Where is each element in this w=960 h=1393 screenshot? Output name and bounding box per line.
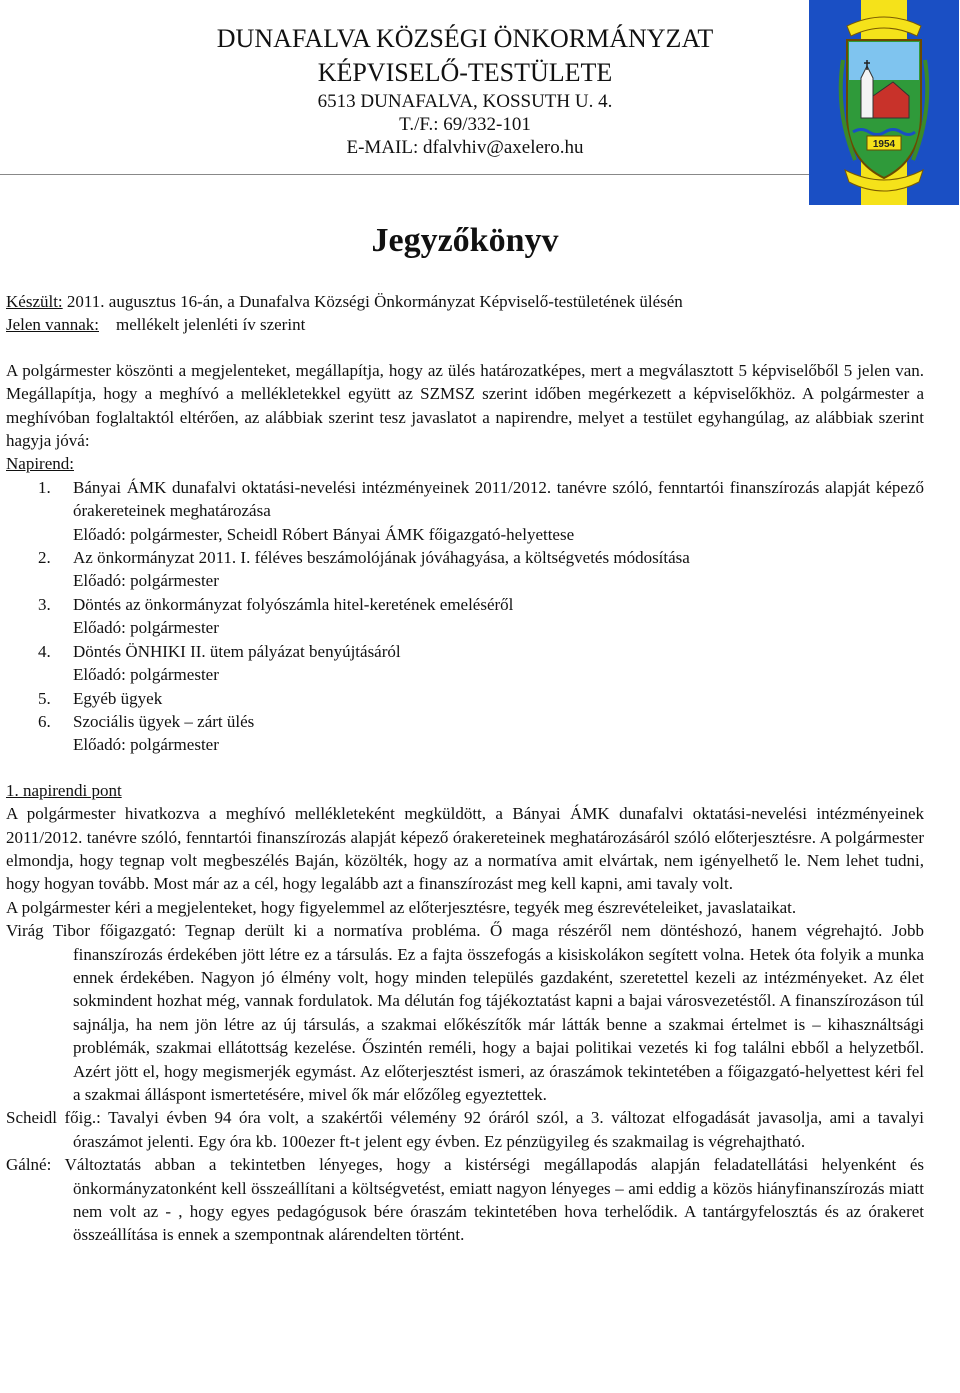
agenda-title: Az önkormányzat 2011. I. féléves beszámolójának jóváhagyása, a költségvetés módosítása <box>73 548 690 568</box>
agenda-item-text <box>6 687 924 710</box>
letterhead <box>0 0 960 210</box>
org-phone: T./F.: 69/332-101 <box>399 114 531 135</box>
letterhead-text <box>150 22 780 159</box>
agenda-title: Döntés ÖNHIKI II. ütem pályázat benyújtásáról <box>73 641 401 661</box>
section1-heading-line <box>6 779 924 802</box>
agenda-number: 4. <box>38 641 51 661</box>
section1-paragraph-2: A polgármester kéri a megjelenteket, hogy figyelemmel az előterjesztésre, tegyék meg észrevételeiket, javaslataikat. <box>6 897 797 917</box>
coat-of-arms-icon <box>809 0 959 205</box>
agenda-item <box>6 710 924 757</box>
agenda-item <box>6 687 924 710</box>
agenda-item <box>6 476 924 546</box>
agenda-list <box>6 476 924 757</box>
speech-virag <box>6 919 924 1106</box>
org-name: DUNAFALVA KÖZSÉGI ÖNKORMÁNYZAT <box>216 24 714 53</box>
speech-scheidl-text: Tavalyi évben 94 óra volt, a szakértői vélemény 92 óráról szól, a 3. változat elfogadását javasolja, ami a tavalyi óraszámot jelenti. Egy óra kb. 100ezer ft-t jelent egy évben. Ez pénzügyileg és szakmailag is végrehajtható. <box>73 1108 925 1151</box>
agenda-presenter: Előadó: polgármester, Scheidl Róbert Bányai ÁMK főigazgató-helyettese <box>73 524 575 544</box>
agenda-item <box>6 593 924 640</box>
agenda-presenter: Előadó: polgármester <box>73 735 219 755</box>
header-divider <box>0 174 810 175</box>
speaker-galne: Gálné: <box>6 1155 52 1175</box>
agenda-item-text <box>6 640 924 663</box>
org-address: 6513 DUNAFALVA, KOSSUTH U. 4. <box>317 91 613 112</box>
speech-virag-text: Tegnap derült ki a normatíva probléma. Ő maga részéről nem döntéshozó, hanem végrehajtó. Jobb finanszírozás érdekében jött létre ez a társulás. Ez a fajta összefogás a kisiskolákon segített volna. Hetek óta folyik a munka ennek érdekében. Nagyon jó élmény volt, hogy minden település gazdaként, szeretettel kezeli az intézményeket. Az élet sokmindent hozhat még, vannak fordulatok. Ma délután fog tájékoztatást kapni a bajai városvezetéstől. A finanszírozáson túl sajnálja, ha nem jön létre az új társulás, a szakmai előkészítők már látták benne a szakmai értelmet is – kihasználtsági problémák, szakmai ellátottság kezelése. Őszintén reméli, hogy a bajai politikai vezetés ki fog találni ebből a helyzetből. Azért jött el, hogy megismerjék egymást. Az előterjesztést ismeri, az óraszámok tekintetében a főigazgató-helyettest kéri fel a szakmai álláspont ismertetésére, mivel ők már előzőleg egyeztettek. <box>73 921 924 1104</box>
meta-made <box>6 290 924 313</box>
agenda-number: 1. <box>38 477 51 497</box>
meta-present <box>6 313 924 336</box>
present-label: Jelen vannak: <box>6 315 99 335</box>
agenda-item-text <box>6 546 924 569</box>
agenda-label <box>6 452 924 475</box>
agenda-title: Egyéb ügyek <box>73 688 163 708</box>
agenda-number: 2. <box>38 548 51 568</box>
made-text: 2011. augusztus 16-án, a Dunafalva Községi Önkormányzat Képviselő-testületének ülésén <box>62 292 683 311</box>
agenda-presenter: Előadó: polgármester <box>73 618 219 638</box>
crest-shield-top <box>849 42 919 80</box>
org-email: E-MAIL: dfalvhiv@axelero.hu <box>346 137 584 158</box>
agenda-title: Bányai ÁMK dunafalvi oktatási-nevelési intézményeinek 2011/2012. tanévre szóló, fenntartói finanszírozás alapját képező órakereteinek meghatározása <box>73 477 924 521</box>
agenda-item-text <box>6 593 924 616</box>
org-body: KÉPVISELŐ-TESTÜLETE <box>317 58 613 87</box>
speaker-scheidl: Scheidl főig.: <box>6 1108 101 1128</box>
agenda-presenter: Előadó: polgármester <box>73 571 219 591</box>
section1-paragraph-1: A polgármester hivatkozva a meghívó mellékleteként megküldött, a Bányai ÁMK dunafalvi oktatási-nevelési intézményeinek 2011/2012. tanévre szóló, fenntartói finanszírozás alapját képező órakereteinek meghatározásáról szóló előterjesztésre. A polgármester elmondja, hogy tegnap volt megbeszélés Baján, közölték, hogy az a normatíva amit elvártak, nem igényelhető le. Nem lehet tudni, hogy hogyan tovább. Most már az a cél, hogy legalább azt a finanszírozást meg kell kapni, ami tavaly volt. <box>6 804 924 894</box>
agenda-number: 6. <box>38 711 51 731</box>
agenda-heading: Napirend: <box>6 454 74 474</box>
agenda-presenter: Előadó: polgármester <box>73 665 219 685</box>
agenda-item <box>6 546 924 593</box>
made-label: Készült: <box>6 292 63 311</box>
agenda-item <box>6 640 924 687</box>
agenda-number: 5. <box>38 688 51 708</box>
agenda-number: 3. <box>38 594 51 614</box>
agenda-item-text <box>6 476 924 523</box>
crest-year: 1954 <box>872 139 896 150</box>
intro-paragraph: A polgármester köszönti a megjelenteket, megállapítja, hogy az ülés határozatképes, mert a megválasztott 5 képviselőből 5 jelen van. Megállapítja, hogy a meghívó a mellékletekkel együtt az SZMSZ szerint időben megérkezett a képviselőkhöz. A polgármester a meghívóban foglaltaktól eltérően, az alábbiak szerint tesz javaslatot a napirendre, melyet a testület egyhangúlag, az alábbiak szerint hagyja jóvá: <box>6 360 924 451</box>
spacer <box>6 337 924 359</box>
speaker-virag: Virág Tibor főigazgató: <box>6 921 177 941</box>
section1-heading: 1. napirendi pont <box>6 780 122 800</box>
present-text: mellékelt jelenléti ív szerint <box>99 315 306 335</box>
speech-galne <box>6 1153 924 1247</box>
crest-church <box>861 66 873 118</box>
speech-scheidl <box>6 1106 924 1153</box>
agenda-item-text <box>6 710 924 733</box>
minutes-body <box>6 290 924 1247</box>
speech-galne-text: Változtatás abban a tekintetben lényeges, hogy a kistérségi megállapodás alapján feladatellátási helyenként és önkormányzatonként kell összeállítani a költségvetést, emiatt nagyon lényeges – ami eddig a közös hiányfinanszírozás miatt nem volt az - , hogy egyes pedagógusok bére óraszám tekintetében hova terhelődik. A tantárgyfelosztás és az órakeret összeállítása is ennek a szempontnak alárendelten történt. <box>51 1155 924 1245</box>
agenda-title: Szociális ügyek – zárt ülés <box>73 711 255 731</box>
document-title: Jegyzőkönyv <box>371 222 559 259</box>
agenda-title: Döntés az önkormányzat folyószámla hitel-keretének emeléséről <box>73 594 514 614</box>
spacer <box>6 757 924 779</box>
